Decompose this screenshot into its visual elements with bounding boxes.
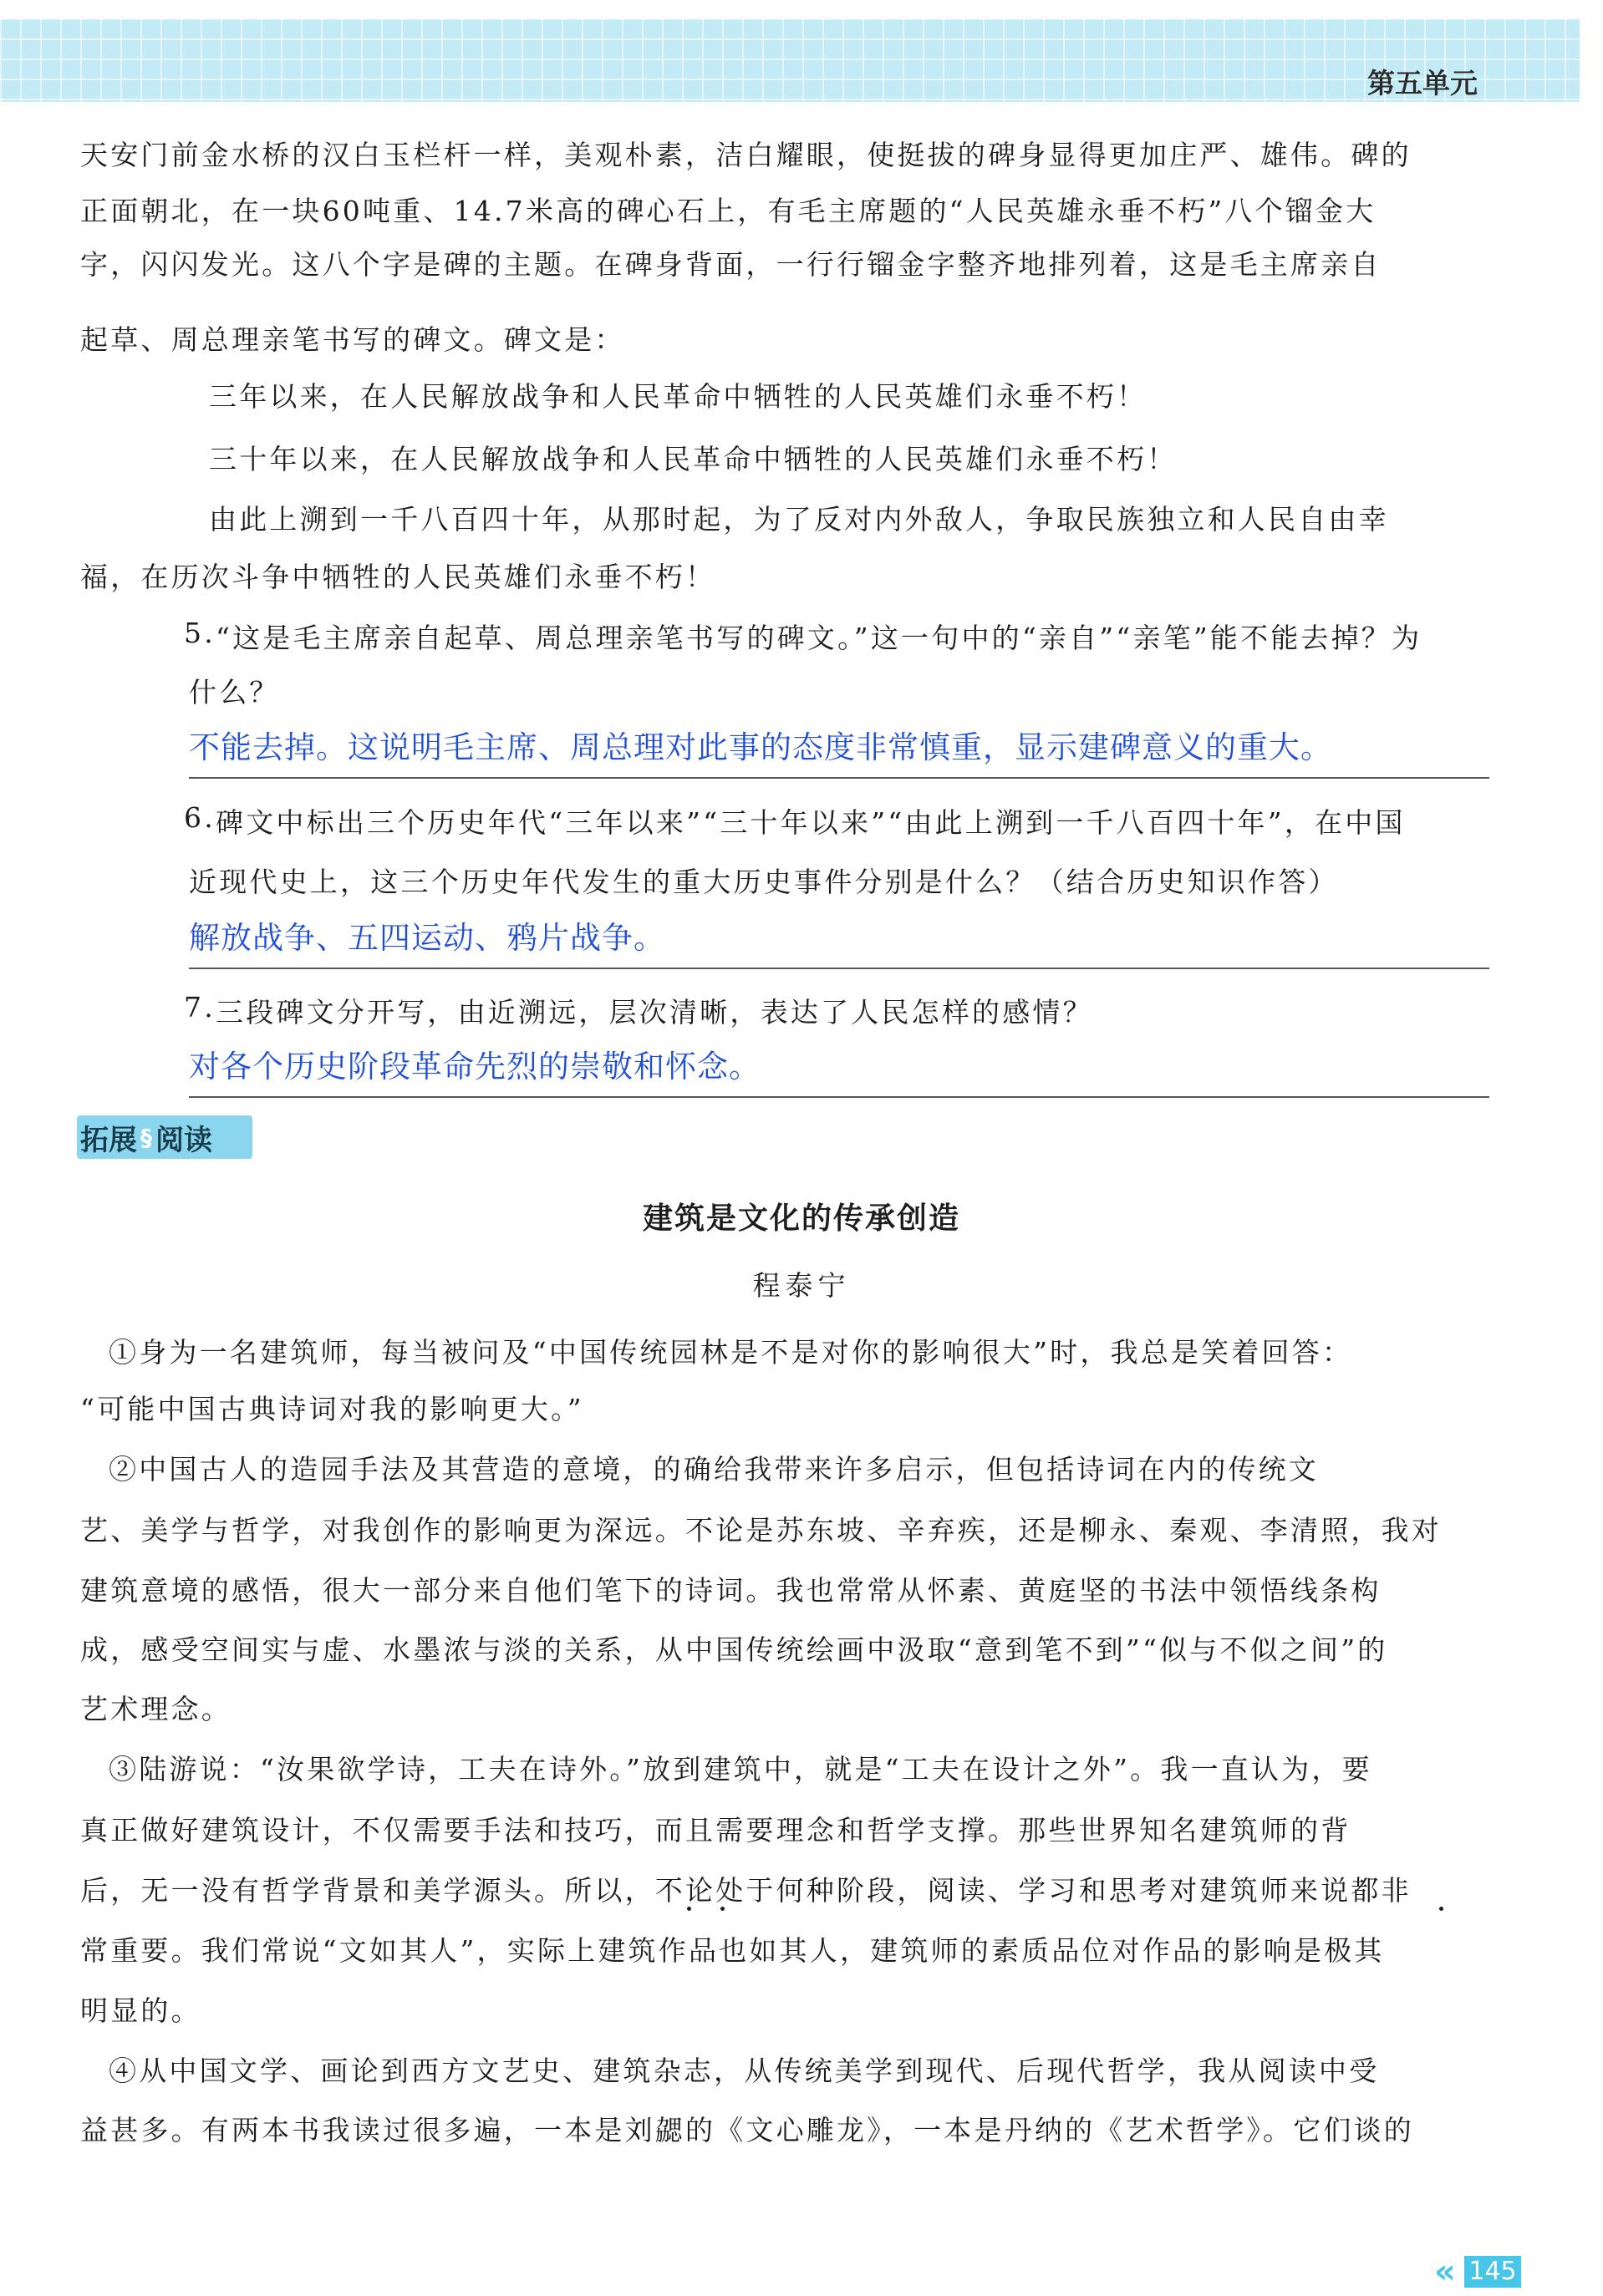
answer-text: 解放战争、五四运动、鸦片战争。 bbox=[189, 920, 665, 956]
article-line: 常重要。我们常说“文如其人”，实际上建筑作品也如其人，建筑师的素质品位对作品的影响是极其 bbox=[80, 1934, 1385, 1967]
article-line: 明显的。 bbox=[80, 1994, 201, 2027]
text-line: 字，闪闪发光。这八个字是碑的主题。在碑身背面，一行行镏金字整齐地排列着，这是毛主席亲自 bbox=[80, 248, 1382, 281]
question-number: 5. bbox=[184, 617, 216, 649]
question-text: 碑文中标出三个历史年代“三年以来”“三十年以来”“由此上溯到一千八百四十年”，在中国 bbox=[216, 806, 1406, 839]
text-line: 正面朝北，在一块60吨重、14.7米高的碑心石上，有毛主席题的“人民英雄永垂不朽”八个镏金大 bbox=[80, 195, 1377, 227]
inscription-line: 由此上溯到一千八百四十年，从那时起，为了反对内外敌人，争取民族独立和人民自由幸 bbox=[209, 503, 1389, 536]
article-line: 后，无一没有哲学背景和美学源头。所以，不论处于何种阶段，阅读、学习和思考对建筑师来说都非 bbox=[80, 1874, 1412, 1907]
inscription-line: 三年以来，在人民解放战争和人民革命中牺牲的人民英雄们永垂不朽！ bbox=[209, 380, 1148, 413]
article-line: 建筑意境的感悟，很大一部分来自他们笔下的诗词。我也常常从怀素、黄庭坚的书法中领悟线条构 bbox=[80, 1574, 1382, 1607]
section-label-read: 阅读 bbox=[155, 1123, 212, 1157]
question-text: “这是毛主席亲自起草、周总理亲笔书写的碑文。”这一句中的“亲自”“亲笔”能不能去掉？为 bbox=[216, 622, 1422, 654]
article-line: 成，感受空间实与虚、水墨浓与淡的关系，从中国传统绘画中汲取“意到笔不到”“似与不似之间”的 bbox=[80, 1633, 1388, 1666]
question-text: 近现代史上，这三个历史年代发生的重大历史事件分别是什么？（结合历史知识作答） bbox=[189, 866, 1339, 898]
article-line: “可能中国古典诗词对我的影响更大。” bbox=[80, 1393, 584, 1425]
question-text: 什么？ bbox=[189, 676, 280, 709]
unit-label: 第五单元 bbox=[1367, 67, 1478, 99]
article-title: 建筑是文化的传承创造 bbox=[642, 1201, 960, 1236]
answer-line bbox=[189, 1096, 1489, 1098]
answer-line bbox=[189, 777, 1489, 779]
answer-text: 不能去掉。这说明毛主席、周总理对此事的态度非常慎重，显示建碑意义的重大。 bbox=[189, 729, 1332, 765]
article-line: 艺、美学与哲学，对我创作的影响更为深远。不论是苏东坡、辛弃疾，还是柳永、秦观、李清照，我对 bbox=[80, 1514, 1442, 1547]
article-author: 程泰宁 bbox=[752, 1269, 851, 1302]
article-line: ④从中国文学、画论到西方文艺史、建筑杂志，从传统美学到现代、后现代哲学，我从阅读中受 bbox=[109, 2055, 1380, 2087]
article-line: 艺术理念。 bbox=[80, 1693, 232, 1725]
answer-line bbox=[189, 968, 1489, 969]
header-band bbox=[0, 18, 1580, 102]
text-line: 天安门前金水桥的汉白玉栏杆一样，美观朴素，洁白耀眼，使挺拔的碑身显得更加庄严、雄伟。碑的 bbox=[80, 139, 1412, 171]
question-number: 6. bbox=[184, 801, 216, 834]
article-line: 真正做好建筑设计，不仅需要手法和技巧，而且需要理念和哲学支撑。那些世界知名建筑师的背 bbox=[80, 1814, 1351, 1846]
section-separator-icon: § bbox=[140, 1123, 152, 1151]
article-line: 益甚多。有两本书我读过很多遍，一本是刘勰的《文心雕龙》，一本是丹纳的《艺术哲学》。它们谈的 bbox=[80, 2114, 1414, 2146]
section-banner bbox=[77, 1115, 252, 1159]
emphasis-dot bbox=[687, 1907, 691, 1911]
article-line: ③陆游说：“汝果欲学诗，工夫在诗外。”放到建筑中，就是“工夫在设计之外”。我一直认为，要 bbox=[109, 1753, 1372, 1785]
article-line: ②中国古人的造园手法及其营造的意境，的确给我带来许多启示，但包括诗词在内的传统文 bbox=[109, 1453, 1319, 1486]
inscription-line: 福，在历次斗争中牺牲的人民英雄们永垂不朽！ bbox=[80, 561, 716, 593]
inscription-line: 三十年以来，在人民解放战争和人民革命中牺牲的人民英雄们永垂不朽！ bbox=[209, 443, 1178, 475]
emphasis-dot bbox=[720, 1907, 725, 1911]
text-line: 起草、周总理亲笔书写的碑文。碑文是： bbox=[80, 323, 625, 356]
article-line: ①身为一名建筑师，每当被问及“中国传统园林是不是对你的影响很大”时，我总是笑着回答： bbox=[109, 1336, 1353, 1369]
page-number: 145 bbox=[1464, 2256, 1521, 2288]
question-text: 三段碑文分开写，由近溯远，层次清晰，表达了人民怎样的感情？ bbox=[216, 996, 1093, 1029]
chevron-left-icon: « bbox=[1434, 2253, 1456, 2291]
question-number: 7. bbox=[184, 991, 216, 1024]
emphasis-dot bbox=[1439, 1907, 1443, 1911]
section-label-extend: 拓展 bbox=[80, 1123, 137, 1157]
answer-text: 对各个历史阶段革命先烈的崇敬和怀念。 bbox=[189, 1049, 761, 1085]
